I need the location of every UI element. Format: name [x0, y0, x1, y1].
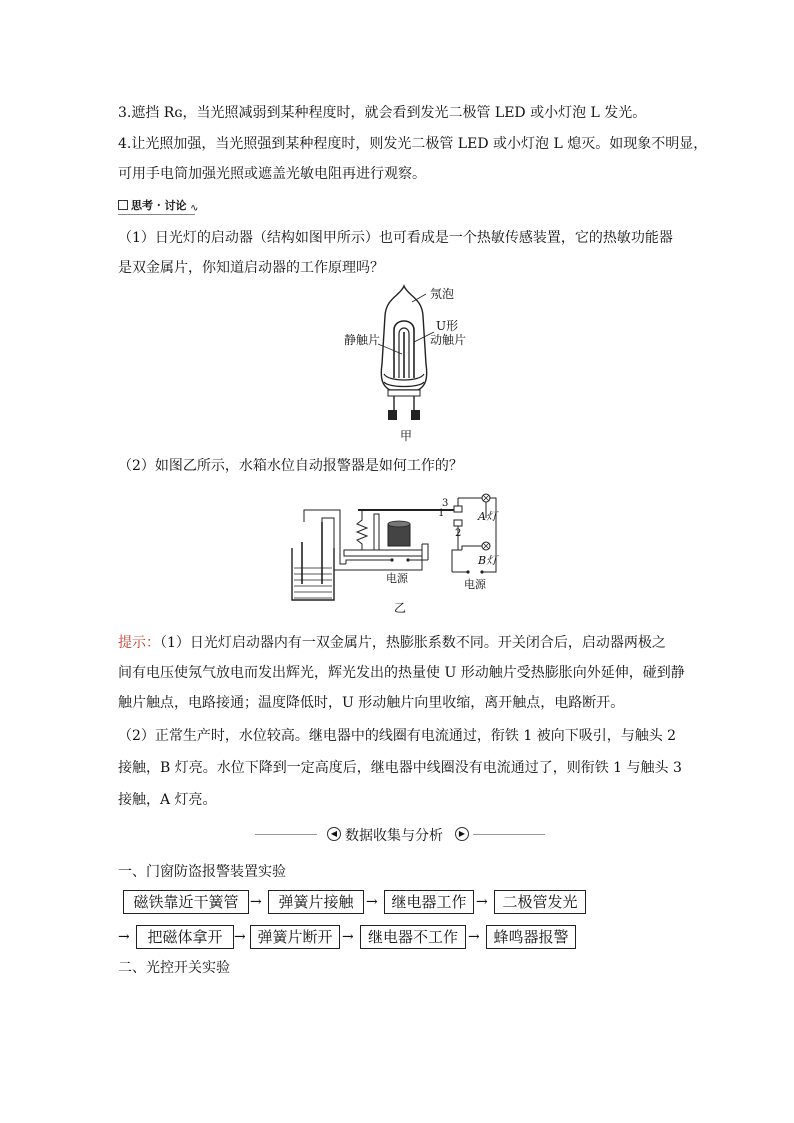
square-icon: [118, 200, 128, 210]
u-label-2: 动触片: [430, 333, 467, 347]
flow-row-2: [118, 925, 588, 949]
arrow-icon: →: [476, 894, 488, 910]
arrow-icon: →: [342, 929, 354, 945]
arrow-right-icon: ▶: [455, 827, 469, 841]
power-1-label: 电源: [386, 572, 408, 585]
arrow-icon: →: [250, 894, 262, 910]
flow-step: 二极管发光: [494, 890, 586, 914]
step-3-text: 3.遮挡 Rɢ，当光照减弱到某种程度时，就会看到发光二极管 LED 或小灯泡 L 发光。: [118, 105, 647, 121]
lamp-a-label: A灯: [478, 510, 497, 523]
step-4-text: 4.让光照加强，当光照强到某种程度时，则发光二极管 LED 或小灯泡 L 熄灭。如现象不明显，: [118, 136, 708, 152]
figure-yi-caption: 乙: [394, 601, 407, 615]
flow-step: 蜂鸣器报警: [486, 925, 576, 949]
u-label-1: U形: [436, 319, 459, 333]
hint-answer-1-line-3: 触片触点，电路接通；温度降低时，U 形动触片向里收缩，离开触点，电路断开。: [118, 695, 625, 711]
section-title: 数据收集与分析: [345, 828, 443, 844]
water-shape: [294, 568, 332, 598]
lamp-b-label: B灯: [478, 554, 498, 567]
think-discuss-tag: [118, 198, 199, 215]
arrow-icon: →: [468, 929, 480, 945]
flow-row-1: [118, 890, 588, 914]
flow-step: 弹簧片接触: [268, 890, 364, 914]
power-2-label: 电源: [464, 578, 486, 591]
hint-answer-2-line-3: 接触，A 灯亮。: [118, 792, 217, 808]
starter-figure: [330, 282, 480, 444]
flow-step: 弹簧片断开: [250, 925, 340, 949]
figure-jia-caption: 甲: [400, 429, 413, 443]
swirl-icon: ∿: [190, 203, 199, 214]
tag-label: 思考 · 讨论: [131, 199, 187, 212]
hint-answer-1-line-1: （1）日光灯启动器内有一双金属片，热膨胀系数不同。开关闭合后，启动器两极之: [160, 635, 666, 651]
hint-answer-2-line-2: 接触，B 灯亮。水位下降到一定高度后，继电器中线圈没有电流通过了，则衔铁 1 与触头 3: [118, 760, 682, 776]
arrow-icon: →: [118, 929, 130, 945]
bubble-label: 氖泡: [430, 287, 455, 301]
arrow-icon: →: [366, 894, 378, 910]
hint-label: 提示：: [118, 635, 160, 651]
static-contact-label: 静触片: [344, 333, 381, 347]
flow-step: 把磁体拿开: [136, 925, 234, 949]
step-4-text-cont: 可用手电筒加强光照或遮盖光敏电阻再进行观察。: [118, 166, 426, 182]
pin-left-shape: [388, 410, 397, 420]
question-1-line-2: 是双金属片，你知道启动器的工作原理吗？: [118, 260, 384, 276]
flow-step: 继电器工作: [384, 890, 474, 914]
pin-right-shape: [411, 410, 420, 420]
contact-2-label: 2: [455, 528, 462, 539]
experiment-2-title: 二、光控开关实验: [118, 960, 230, 976]
arrow-left-icon: ◀: [327, 827, 341, 841]
flow-step: 磁铁靠近干簧管: [123, 890, 249, 914]
section-divider: [255, 825, 545, 843]
hint-answer-2-line-1: （2）正常生产时，水位较高。继电器中的线圈有电流通过，衔铁 1 被向下吸引，与触头 2: [118, 728, 677, 744]
experiment-1-title: 一、门窗防盗报警装置实验: [118, 864, 286, 880]
arrow-icon: →: [234, 929, 246, 945]
contact-3-label: 3: [442, 498, 449, 509]
question-1-line-1: （1）日光灯的启动器（结构如图甲所示）也可看成是一个热敏传感装置，它的热敏功能器: [118, 230, 673, 246]
flow-step: 继电器不工作: [360, 925, 466, 949]
hint-answer-1-line-2: 间有电压使氖气放电而发出辉光，辉光发出的热量使 U 形动触片受热膨胀向外延伸，碰到静: [118, 665, 685, 681]
question-2: （2）如图乙所示，水箱水位自动报警器是如何工作的？: [118, 458, 463, 474]
armature-1-label: 1: [438, 508, 445, 519]
water-alarm-figure: [282, 488, 506, 618]
hint-line-1: [118, 633, 666, 653]
